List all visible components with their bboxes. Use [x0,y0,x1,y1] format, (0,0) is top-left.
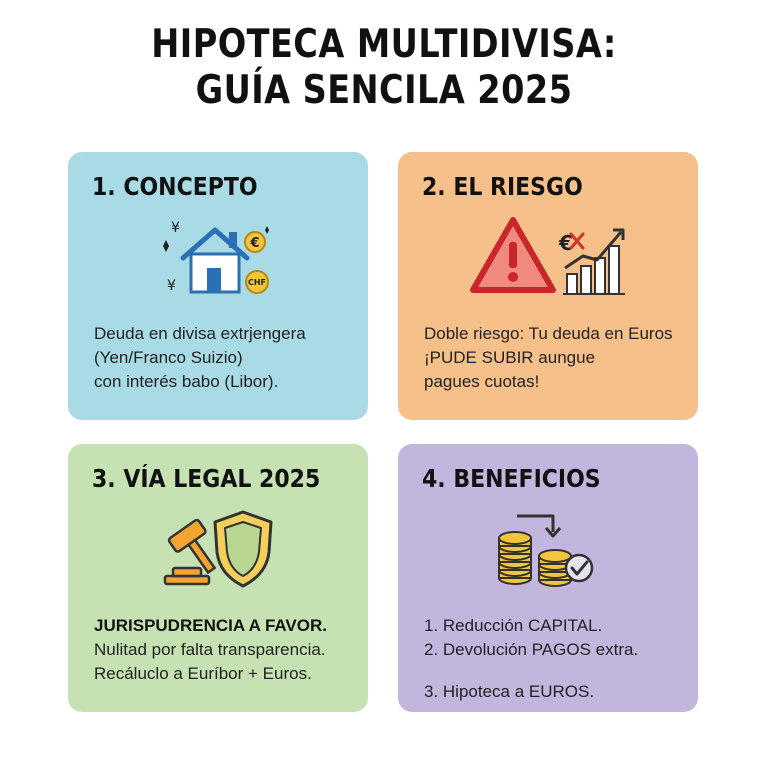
title-line-2: GUÍA SENCILA 2025 [195,68,573,113]
card-line: (Yen/Franco Suizio) [94,348,243,367]
warning-chart-icon [463,212,633,302]
card-line: con interés babo (Libor). [94,372,279,391]
svg-text:CHF: CHF [247,278,267,287]
svg-text:¥: ¥ [167,278,176,294]
card-via-legal [68,444,368,712]
gavel-shield-icon [153,504,283,594]
card-riesgo [398,152,698,420]
card-line: 3. Hipoteca a EUROS. [424,682,595,701]
card-heading: 2. EL RIESGO [422,172,583,201]
card-heading: 1. CONCEPTO [92,172,258,201]
card-line: ¡PUDE SUBIR aungue [424,348,596,367]
card-line: 2. Devolución PAGOS extra. [424,640,639,659]
card-concepto [68,152,368,420]
coins-check-icon [483,504,613,594]
card-heading: 4. BENEFICIOS [422,464,601,493]
card-line: Deuda en divisa extrjengera [94,324,306,343]
svg-text:€: € [250,236,260,251]
card-heading: 3. VÍA LEGAL 2025 [92,464,321,493]
svg-text:¥: ¥ [171,220,180,236]
card-line: pagues cuotas! [424,372,540,391]
card-line: 1. Reducción CAPITAL. [424,616,603,635]
house-currency-icon [153,212,283,302]
card-line: JURISPUDRENCIA A FAVOR. [94,616,327,635]
page-title [54,22,714,114]
svg-text:€: € [559,231,573,255]
card-line: Recáluclo a Euríbor + Euros. [94,664,312,683]
card-beneficios [398,444,698,712]
card-line: Doble riesgo: Tu deuda en Euros [424,324,673,343]
card-line: Nulitad por falta transparencia. [94,640,326,659]
title-line-1: HIPOTECA MULTIDIVISA: [151,22,617,67]
